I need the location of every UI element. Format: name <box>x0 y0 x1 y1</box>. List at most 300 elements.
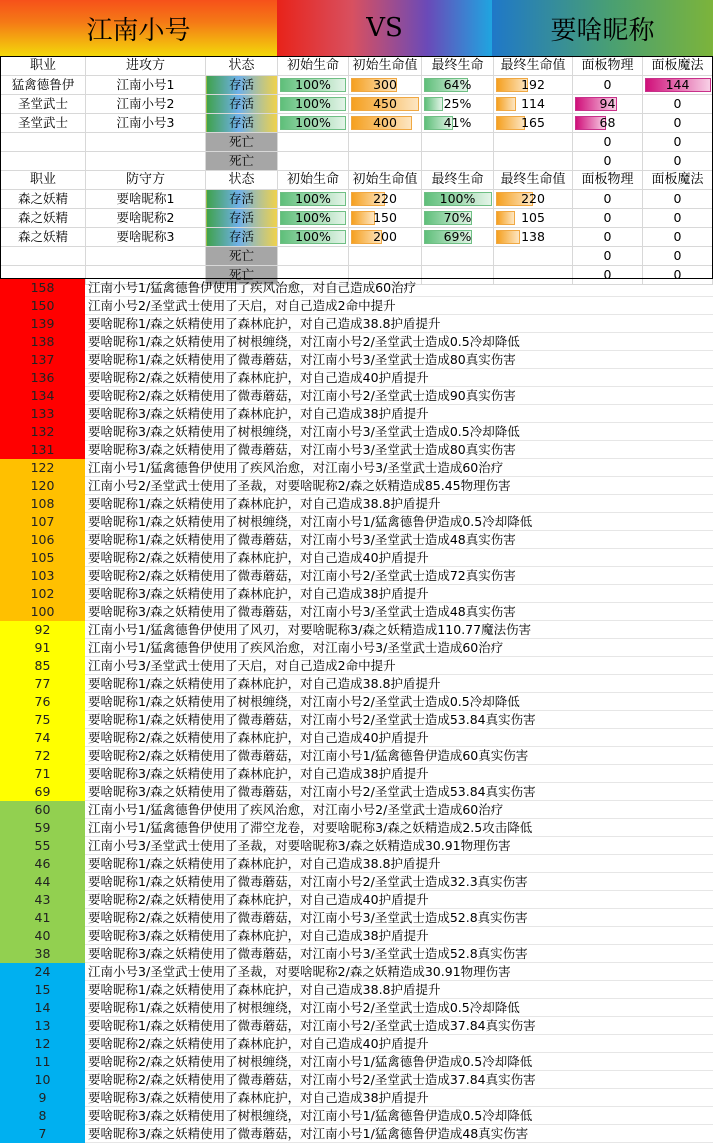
magic-cell <box>643 95 713 114</box>
status-cell: 死亡 <box>206 152 278 171</box>
magic-cell <box>643 76 713 95</box>
log-time: 60 <box>0 801 85 819</box>
log-time: 72 <box>0 747 85 765</box>
final-hp-pct-cell <box>422 209 494 228</box>
column-header: 初始生命值 <box>349 171 422 190</box>
phys-cell <box>573 190 643 209</box>
log-message: 要啥昵称3/森之妖精使用了森林庇护，对自己造成38护盾提升 <box>85 585 713 603</box>
log-entry <box>0 621 713 639</box>
log-message: 要啥昵称1/森之妖精使用了森林庇护，对自己造成38.8护盾提升 <box>85 675 713 693</box>
log-message: 要啥昵称3/森之妖精使用了森林庇护，对自己造成38护盾提升 <box>85 927 713 945</box>
magic-cell <box>643 152 713 171</box>
player-name-cell: 要啥昵称2 <box>86 209 206 228</box>
log-time: 74 <box>0 729 85 747</box>
initial-hp-cell-bar <box>351 211 375 225</box>
job-cell: 森之妖精 <box>1 209 86 228</box>
log-time: 106 <box>0 531 85 549</box>
log-entry <box>0 297 713 315</box>
log-time: 150 <box>0 297 85 315</box>
team-left-title: 江南小号 <box>0 0 277 56</box>
phys-cell <box>573 247 643 266</box>
magic-cell-value: 0 <box>673 115 682 130</box>
log-message: 要啥昵称2/森之妖精使用了森林庇护，对自己造成40护盾提升 <box>85 369 713 387</box>
final-hp-pct-cell <box>422 76 494 95</box>
log-entry <box>0 675 713 693</box>
log-time: 69 <box>0 783 85 801</box>
log-entry <box>0 909 713 927</box>
magic-cell-value: 0 <box>673 210 682 225</box>
final-hp-cell-value: 105 <box>521 210 545 225</box>
log-message: 要啥昵称1/森之妖精使用了森林庇护，对自己造成38.8护盾提升 <box>85 495 713 513</box>
phys-cell-value: 0 <box>603 77 612 92</box>
phys-cell <box>573 228 643 247</box>
phys-cell-value: 0 <box>603 267 612 282</box>
player-name-cell: 要啥昵称1 <box>86 190 206 209</box>
final-hp-pct-cell-value: 69% <box>443 229 472 244</box>
initial-hp-cell <box>349 190 422 209</box>
final-hp-pct-cell <box>422 190 494 209</box>
log-message: 要啥昵称2/森之妖精使用了微毒蘑菇，对江南小号2/圣堂武士造成72真实伤害 <box>85 567 713 585</box>
column-header: 最终生命 <box>422 171 494 190</box>
log-entry <box>0 765 713 783</box>
column-header: 最终生命 <box>422 57 494 76</box>
header-banner <box>0 0 713 56</box>
phys-cell <box>573 152 643 171</box>
log-entry <box>0 1071 713 1089</box>
log-entry <box>0 729 713 747</box>
log-entry <box>0 477 713 495</box>
magic-cell <box>643 190 713 209</box>
log-message: 江南小号1/猛禽德鲁伊使用了疾风治愈，对江南小号3/圣堂武士造成60治疗 <box>85 639 713 657</box>
log-time: 13 <box>0 1017 85 1035</box>
attacker-header-row <box>1 57 713 76</box>
log-entry <box>0 531 713 549</box>
phys-cell-value: 0 <box>603 229 612 244</box>
phys-cell-value: 94 <box>599 96 616 111</box>
final-hp-pct-cell <box>422 133 494 152</box>
log-time: 85 <box>0 657 85 675</box>
attacker-row <box>1 76 713 95</box>
column-header: 最终生命值 <box>494 57 573 76</box>
player-name-cell <box>86 133 206 152</box>
phys-cell <box>573 114 643 133</box>
log-entry <box>0 441 713 459</box>
defender-row <box>1 228 713 247</box>
final-hp-cell-value: 114 <box>521 96 545 111</box>
initial-hp-cell <box>349 95 422 114</box>
phys-cell <box>573 209 643 228</box>
battle-log <box>0 279 713 1143</box>
log-message: 要啥昵称1/森之妖精使用了树根缠绕，对江南小号2/圣堂武士造成0.5冷却降低 <box>85 999 713 1017</box>
column-header: 最终生命值 <box>494 171 573 190</box>
player-name-cell: 要啥昵称3 <box>86 228 206 247</box>
log-time: 108 <box>0 495 85 513</box>
log-entry <box>0 1089 713 1107</box>
log-message: 要啥昵称2/森之妖精使用了森林庇护，对自己造成40护盾提升 <box>85 729 713 747</box>
magic-cell-value: 0 <box>673 229 682 244</box>
final-hp-pct-cell <box>422 247 494 266</box>
log-entry <box>0 423 713 441</box>
log-time: 100 <box>0 603 85 621</box>
column-header: 职业 <box>1 171 86 190</box>
final-hp-pct-cell-value: 41% <box>443 115 472 130</box>
log-time: 136 <box>0 369 85 387</box>
final-hp-cell-value: 165 <box>521 115 545 130</box>
initial-hp-pct-cell <box>278 76 349 95</box>
log-time: 8 <box>0 1107 85 1125</box>
initial-hp-cell <box>349 152 422 171</box>
phys-cell <box>573 76 643 95</box>
job-cell <box>1 133 86 152</box>
initial-hp-pct-cell <box>278 247 349 266</box>
magic-cell-value: 0 <box>673 248 682 263</box>
log-message: 要啥昵称1/森之妖精使用了树根缠绕，对江南小号1/猛禽德鲁伊造成0.5冷却降低 <box>85 513 713 531</box>
log-time: 133 <box>0 405 85 423</box>
job-cell: 圣堂武士 <box>1 95 86 114</box>
log-entry <box>0 495 713 513</box>
player-name-cell: 江南小号2 <box>86 95 206 114</box>
log-entry <box>0 567 713 585</box>
initial-hp-cell-value: 450 <box>373 96 397 111</box>
column-header: 面板魔法 <box>643 57 713 76</box>
phys-cell-value: 68 <box>599 115 616 130</box>
log-message: 要啥昵称2/森之妖精使用了微毒蘑菇，对江南小号3/圣堂武士造成52.8真实伤害 <box>85 909 713 927</box>
log-message: 江南小号3/圣堂武士使用了圣裁，对要啥昵称2/森之妖精造成30.91物理伤害 <box>85 963 713 981</box>
log-entry <box>0 891 713 909</box>
magic-cell <box>643 228 713 247</box>
log-entry <box>0 783 713 801</box>
log-time: 7 <box>0 1125 85 1143</box>
phys-cell-value: 0 <box>603 134 612 149</box>
log-message: 江南小号1/猛禽德鲁伊使用了疾风治愈，对江南小号3/圣堂武士造成60治疗 <box>85 459 713 477</box>
log-message: 江南小号1/猛禽德鲁伊使用了疾风治愈，对江南小号2/圣堂武士造成60治疗 <box>85 801 713 819</box>
log-time: 158 <box>0 279 85 297</box>
log-entry <box>0 837 713 855</box>
status-cell: 死亡 <box>206 247 278 266</box>
initial-hp-pct-cell-value: 100% <box>295 115 331 130</box>
log-entry <box>0 801 713 819</box>
log-time: 91 <box>0 639 85 657</box>
log-message: 要啥昵称1/森之妖精使用了微毒蘑菇，对江南小号3/圣堂武士造成80真实伤害 <box>85 351 713 369</box>
log-entry <box>0 1035 713 1053</box>
final-hp-cell <box>494 190 573 209</box>
log-time: 138 <box>0 333 85 351</box>
defender-row <box>1 209 713 228</box>
phys-cell-value: 0 <box>603 248 612 263</box>
status-cell: 存活 <box>206 190 278 209</box>
log-entry <box>0 711 713 729</box>
log-entry <box>0 945 713 963</box>
initial-hp-cell <box>349 114 422 133</box>
log-entry <box>0 549 713 567</box>
log-entry <box>0 873 713 891</box>
defender-row <box>1 247 713 266</box>
initial-hp-cell <box>349 133 422 152</box>
log-time: 102 <box>0 585 85 603</box>
log-time: 55 <box>0 837 85 855</box>
log-time: 15 <box>0 981 85 999</box>
log-message: 要啥昵称2/森之妖精使用了森林庇护，对自己造成40护盾提升 <box>85 891 713 909</box>
log-message: 要啥昵称2/森之妖精使用了微毒蘑菇，对江南小号2/圣堂武士造成90真实伤害 <box>85 387 713 405</box>
log-message: 要啥昵称3/森之妖精使用了微毒蘑菇，对江南小号1/猛禽德鲁伊造成48真实伤害 <box>85 1125 713 1143</box>
final-hp-pct-cell-value: 25% <box>443 96 472 111</box>
initial-hp-pct-cell <box>278 228 349 247</box>
final-hp-cell-value: 220 <box>521 191 545 206</box>
magic-cell-value: 0 <box>673 153 682 168</box>
column-header: 初始生命 <box>278 171 349 190</box>
log-message: 要啥昵称1/森之妖精使用了微毒蘑菇，对江南小号2/圣堂武士造成32.3真实伤害 <box>85 873 713 891</box>
player-name-cell: 江南小号1 <box>86 76 206 95</box>
job-cell: 圣堂武士 <box>1 114 86 133</box>
final-hp-cell <box>494 228 573 247</box>
log-time: 120 <box>0 477 85 495</box>
attacker-row <box>1 133 713 152</box>
phys-cell-value: 0 <box>603 191 612 206</box>
final-hp-pct-cell <box>422 228 494 247</box>
magic-cell-value: 144 <box>665 77 690 92</box>
final-hp-cell <box>494 76 573 95</box>
log-time: 92 <box>0 621 85 639</box>
log-time: 46 <box>0 855 85 873</box>
log-entry <box>0 999 713 1017</box>
log-entry <box>0 747 713 765</box>
log-message: 要啥昵称2/森之妖精使用了森林庇护，对自己造成40护盾提升 <box>85 1035 713 1053</box>
initial-hp-cell <box>349 76 422 95</box>
magic-cell-value: 0 <box>673 96 682 111</box>
log-message: 要啥昵称1/森之妖精使用了森林庇护，对自己造成38.8护盾提升 <box>85 855 713 873</box>
log-entry <box>0 657 713 675</box>
defender-header-row <box>1 171 713 190</box>
magic-cell <box>643 209 713 228</box>
magic-cell <box>643 133 713 152</box>
initial-hp-pct-cell-value: 100% <box>295 229 331 244</box>
column-header: 初始生命值 <box>349 57 422 76</box>
log-time: 11 <box>0 1053 85 1071</box>
log-time: 103 <box>0 567 85 585</box>
column-header: 面板魔法 <box>643 171 713 190</box>
log-time: 9 <box>0 1089 85 1107</box>
log-message: 要啥昵称3/森之妖精使用了微毒蘑菇，对江南小号3/圣堂武士造成80真实伤害 <box>85 441 713 459</box>
log-entry <box>0 963 713 981</box>
log-entry <box>0 1125 713 1143</box>
log-entry <box>0 315 713 333</box>
log-time: 139 <box>0 315 85 333</box>
status-cell: 存活 <box>206 114 278 133</box>
phys-cell-value: 0 <box>603 153 612 168</box>
team-right-title: 要啥昵称 <box>492 0 713 56</box>
final-hp-pct-cell-value: 100% <box>439 191 476 206</box>
final-hp-pct-cell <box>422 152 494 171</box>
log-time: 137 <box>0 351 85 369</box>
initial-hp-pct-cell-value: 100% <box>295 210 331 225</box>
column-header: 状态 <box>206 171 278 190</box>
final-hp-pct-cell-value: 70% <box>443 210 472 225</box>
status-cell: 存活 <box>206 76 278 95</box>
log-entry <box>0 693 713 711</box>
log-entry <box>0 351 713 369</box>
log-message: 江南小号1/猛禽德鲁伊使用了疾风治愈，对自己造成60治疗 <box>85 279 713 297</box>
log-entry <box>0 1107 713 1125</box>
status-cell: 存活 <box>206 209 278 228</box>
log-time: 40 <box>0 927 85 945</box>
log-time: 75 <box>0 711 85 729</box>
log-message: 要啥昵称1/森之妖精使用了微毒蘑菇，对江南小号2/圣堂武士造成37.84真实伤害 <box>85 1017 713 1035</box>
log-entry <box>0 1053 713 1071</box>
log-time: 122 <box>0 459 85 477</box>
column-header: 状态 <box>206 57 278 76</box>
log-entry <box>0 603 713 621</box>
log-message: 要啥昵称3/森之妖精使用了森林庇护，对自己造成38护盾提升 <box>85 1089 713 1107</box>
initial-hp-cell <box>349 228 422 247</box>
log-message: 江南小号3/圣堂武士使用了天启，对自己造成2命中提升 <box>85 657 713 675</box>
log-message: 要啥昵称3/森之妖精使用了树根缠绕，对江南小号1/猛禽德鲁伊造成0.5冷却降低 <box>85 1107 713 1125</box>
final-hp-cell <box>494 133 573 152</box>
initial-hp-pct-cell <box>278 114 349 133</box>
log-message: 要啥昵称3/森之妖精使用了森林庇护，对自己造成38护盾提升 <box>85 405 713 423</box>
initial-hp-pct-cell <box>278 95 349 114</box>
log-entry <box>0 981 713 999</box>
final-hp-cell <box>494 114 573 133</box>
final-hp-pct-cell <box>422 114 494 133</box>
log-entry <box>0 387 713 405</box>
log-time: 38 <box>0 945 85 963</box>
log-time: 107 <box>0 513 85 531</box>
log-entry <box>0 585 713 603</box>
initial-hp-cell <box>349 209 422 228</box>
player-name-cell: 江南小号3 <box>86 114 206 133</box>
status-cell: 存活 <box>206 95 278 114</box>
initial-hp-pct-cell-value: 100% <box>295 96 331 111</box>
log-message: 江南小号3/圣堂武士使用了圣裁，对要啥昵称3/森之妖精造成30.91物理伤害 <box>85 837 713 855</box>
log-time: 132 <box>0 423 85 441</box>
final-hp-pct-cell-bar <box>424 97 443 111</box>
log-message: 要啥昵称2/森之妖精使用了树根缠绕，对江南小号1/猛禽德鲁伊造成0.5冷却降低 <box>85 1053 713 1071</box>
log-time: 14 <box>0 999 85 1017</box>
log-message: 要啥昵称2/森之妖精使用了微毒蘑菇，对江南小号2/圣堂武士造成37.84真实伤害 <box>85 1071 713 1089</box>
log-message: 江南小号1/猛禽德鲁伊使用了风刃，对要啥昵称3/森之妖精造成110.77魔法伤害 <box>85 621 713 639</box>
initial-hp-cell-value: 300 <box>373 77 397 92</box>
log-time: 41 <box>0 909 85 927</box>
log-time: 10 <box>0 1071 85 1089</box>
log-entry <box>0 333 713 351</box>
log-entry <box>0 927 713 945</box>
final-hp-cell <box>494 152 573 171</box>
final-hp-pct-cell <box>422 95 494 114</box>
log-message: 要啥昵称1/森之妖精使用了森林庇护，对自己造成38.8护盾提升 <box>85 981 713 999</box>
initial-hp-cell-value: 400 <box>373 115 397 130</box>
log-time: 76 <box>0 693 85 711</box>
phys-cell <box>573 133 643 152</box>
final-hp-cell-value: 138 <box>521 229 545 244</box>
log-entry <box>0 855 713 873</box>
magic-cell-value: 0 <box>673 134 682 149</box>
initial-hp-pct-cell-value: 100% <box>295 77 331 92</box>
job-cell: 森之妖精 <box>1 190 86 209</box>
log-message: 江南小号2/圣堂武士使用了天启，对自己造成2命中提升 <box>85 297 713 315</box>
log-message: 要啥昵称3/森之妖精使用了树根缠绕，对江南小号3/圣堂武士造成0.5冷却降低 <box>85 423 713 441</box>
player-name-cell <box>86 247 206 266</box>
log-message: 江南小号1/猛禽德鲁伊使用了滞空龙卷，对要啥昵称3/森之妖精造成2.5攻击降低 <box>85 819 713 837</box>
final-hp-cell-bar <box>496 211 515 225</box>
log-entry <box>0 369 713 387</box>
log-time: 105 <box>0 549 85 567</box>
log-time: 134 <box>0 387 85 405</box>
log-message: 要啥昵称1/森之妖精使用了微毒蘑菇，对江南小号3/圣堂武士造成48真实伤害 <box>85 531 713 549</box>
log-message: 要啥昵称3/森之妖精使用了微毒蘑菇，对江南小号2/圣堂武士造成53.84真实伤害 <box>85 783 713 801</box>
magic-cell <box>643 247 713 266</box>
final-hp-cell <box>494 209 573 228</box>
log-entry <box>0 639 713 657</box>
log-time: 24 <box>0 963 85 981</box>
log-message: 要啥昵称1/森之妖精使用了树根缠绕，对江南小号2/圣堂武士造成0.5冷却降低 <box>85 333 713 351</box>
column-header: 初始生命 <box>278 57 349 76</box>
log-time: 12 <box>0 1035 85 1053</box>
phys-cell <box>573 95 643 114</box>
final-hp-cell-value: 192 <box>521 77 545 92</box>
log-time: 44 <box>0 873 85 891</box>
phys-cell-value: 0 <box>603 210 612 225</box>
magic-cell-value: 0 <box>673 191 682 206</box>
job-cell: 森之妖精 <box>1 228 86 247</box>
status-cell: 存活 <box>206 228 278 247</box>
initial-hp-cell-value: 200 <box>373 229 397 244</box>
final-hp-cell-bar <box>496 230 520 244</box>
log-time: 59 <box>0 819 85 837</box>
initial-hp-pct-cell <box>278 152 349 171</box>
initial-hp-pct-cell-value: 100% <box>295 191 331 206</box>
log-time: 43 <box>0 891 85 909</box>
log-time: 77 <box>0 675 85 693</box>
log-message: 江南小号2/圣堂武士使用了圣裁，对要啥昵称2/森之妖精造成85.45物理伤害 <box>85 477 713 495</box>
log-time: 71 <box>0 765 85 783</box>
defender-row <box>1 190 713 209</box>
log-entry <box>0 405 713 423</box>
attacker-row <box>1 152 713 171</box>
log-time: 131 <box>0 441 85 459</box>
log-message: 要啥昵称3/森之妖精使用了森林庇护，对自己造成38护盾提升 <box>85 765 713 783</box>
job-cell <box>1 247 86 266</box>
log-message: 要啥昵称2/森之妖精使用了微毒蘑菇，对江南小号1/猛禽德鲁伊造成60真实伤害 <box>85 747 713 765</box>
log-entry <box>0 1017 713 1035</box>
column-header: 面板物理 <box>573 57 643 76</box>
job-cell <box>1 152 86 171</box>
log-entry <box>0 459 713 477</box>
initial-hp-cell <box>349 247 422 266</box>
log-message: 要啥昵称1/森之妖精使用了树根缠绕，对江南小号2/圣堂武士造成0.5冷却降低 <box>85 693 713 711</box>
initial-hp-pct-cell <box>278 209 349 228</box>
final-hp-pct-cell-value: 64% <box>443 77 472 92</box>
column-header: 职业 <box>1 57 86 76</box>
log-message: 要啥昵称1/森之妖精使用了森林庇护，对自己造成38.8护盾提升 <box>85 315 713 333</box>
log-entry <box>0 819 713 837</box>
attacker-row <box>1 114 713 133</box>
log-message: 要啥昵称3/森之妖精使用了微毒蘑菇，对江南小号3/圣堂武士造成52.8真实伤害 <box>85 945 713 963</box>
player-name-cell <box>86 152 206 171</box>
column-header: 面板物理 <box>573 171 643 190</box>
job-cell: 猛禽德鲁伊 <box>1 76 86 95</box>
log-message: 要啥昵称3/森之妖精使用了微毒蘑菇，对江南小号3/圣堂武士造成48真实伤害 <box>85 603 713 621</box>
log-message: 要啥昵称2/森之妖精使用了森林庇护，对自己造成40护盾提升 <box>85 549 713 567</box>
final-hp-cell <box>494 247 573 266</box>
final-hp-cell <box>494 95 573 114</box>
versus-label: VS <box>277 0 492 56</box>
log-message: 要啥昵称1/森之妖精使用了微毒蘑菇，对江南小号2/圣堂武士造成53.84真实伤害 <box>85 711 713 729</box>
initial-hp-cell-value: 220 <box>373 191 397 206</box>
column-header: 进攻方 <box>86 57 206 76</box>
magic-cell-value: 0 <box>673 267 682 282</box>
attacker-row <box>1 95 713 114</box>
column-header: 防守方 <box>86 171 206 190</box>
